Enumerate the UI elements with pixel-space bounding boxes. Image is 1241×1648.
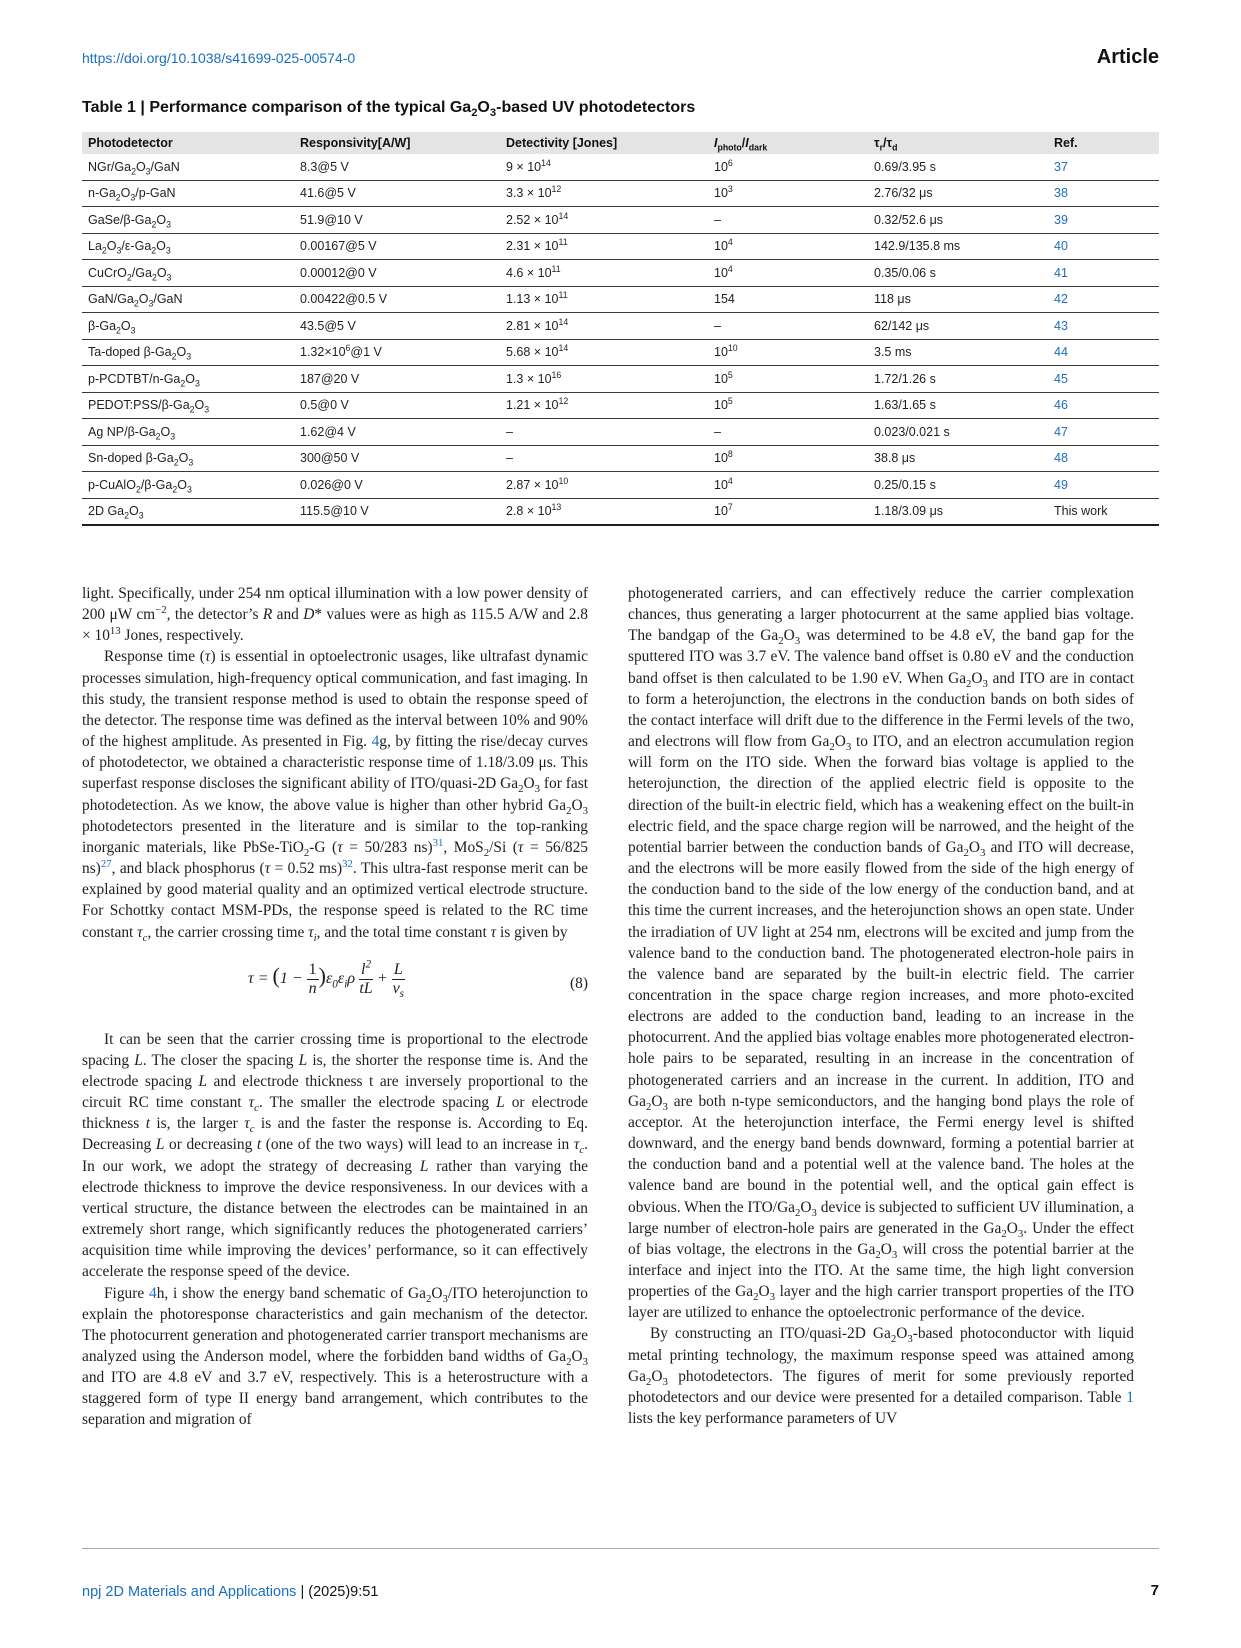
table-cell: $9 \times 10^{14}$: [500, 154, 708, 180]
table-cell: –: [708, 207, 868, 234]
column-header: Ref.: [1048, 132, 1159, 154]
table-cell: $10^4$: [708, 260, 868, 287]
paragraph: By constructing an ITO/quasi-2D $Ga_2O_3$-based photoconductor with liquid metal printing technology, the maximum response speed was attained among $Ga_2O_3$ photodetectors. The figures of merit for some previously reported photodetectors and our device were presented for a detailed comparison. Table 1 lists the key performance parameters of UV: [628, 1325, 1134, 1428]
table-cell: 62/142 μs: [868, 313, 1048, 340]
table-cell: $10^7$: [708, 498, 868, 525]
table-cell: $\beta-Ga_2O_3$: [82, 313, 294, 340]
table-cell: $2.8 \times 10^{13}$: [500, 498, 708, 525]
table-cell: $10^6$: [708, 154, 868, 180]
table-caption: Table 1 | Performance comparison of the typical $Ga_2O_3$-based UV photodetectors: [82, 99, 696, 120]
table-row: [82, 180, 1159, 207]
table-row: [82, 286, 1159, 313]
table-row: [82, 366, 1159, 393]
table-cell: 118 μs: [868, 286, 1048, 313]
table-row: [82, 498, 1159, 525]
table-cell: $1.32\times 10^6@1$ V: [294, 339, 500, 366]
table-row: [82, 207, 1159, 234]
table-cell: $p-PCDTBT/n-Ga_2O_3$: [82, 366, 294, 393]
paragraph: light. Specifically, under 254 nm optical illumination with a low power density of 200 μW $cm^{-2}$, the detector’s R and D* values were as high as 115.5 A/W and $2.8 \times 10^{13}$ Jones, respectively.: [82, 585, 588, 645]
table-cell: 0.026@0 V: [294, 472, 500, 499]
table-cell: $2.81 \times 10^{14}$: [500, 313, 708, 340]
table-cell: 0.00167@5 V: [294, 233, 500, 260]
column-header: Detectivity [Jones]: [500, 132, 708, 154]
table-cell: GaN/$Ga_2O_3$/GaN: [82, 286, 294, 313]
table-cell: GaSe/$\beta-Ga_2O_3$: [82, 207, 294, 234]
table-cell: 0.00422@0.5 V: [294, 286, 500, 313]
journal-name[interactable]: npj 2D Materials and Applications: [82, 1584, 297, 1600]
table-cell: $2.87 \times 10^{10}$: [500, 472, 708, 499]
table-row: [82, 260, 1159, 287]
equation-8: τ = (1 − $\frac{1}{n}$ )$\varepsilon_0\varepsilon_i\rho$ $\frac{l^2}{tL}$ + $\frac{L}{v_s}$ (8): [248, 958, 588, 1000]
table-cell: Sn-doped $\beta-Ga_2O_3$: [82, 445, 294, 472]
table-cell: $PEDOT:PSS/\beta-Ga_2O_3$: [82, 392, 294, 419]
table-cell: 0.35/0.06 s: [868, 260, 1048, 287]
table-cell: $5.68 \times 10^{14}$: [500, 339, 708, 366]
table-cell: 0.023/0.021 s: [868, 419, 1048, 446]
table-cell: 0.32/52.6 μs: [868, 207, 1048, 234]
reference-link[interactable]: 37: [1048, 154, 1159, 180]
table-cell: –: [500, 445, 708, 472]
paragraph: Figure 4h, i show the energy band schematic of $Ga_2O_3$/ITO heterojunction to explain the photoresponse characteristics and gain mechanism of the detector. The photocurrent generation and photogenerated carrier transport mechanisms are analyzed using the Anderson model, where the forbidden band widths of $Ga_2O_3$ and ITO are 4.8 eV and 3.7 eV, respectively. This is a heterostructure with a staggered form of type II energy band arrangement, which contributes to the separation and migration of: [82, 1284, 589, 1429]
doi-link[interactable]: https://doi.org/10.1038/s41699-025-00574-0: [82, 50, 356, 66]
table-cell: 2.76/32 μs: [868, 180, 1048, 207]
page-number: 7: [1150, 1582, 1159, 1599]
table-row: [82, 339, 1159, 366]
paragraph: It can be seen that the carrier crossing time is proportional to the electrode spacing L. The closer the spacing L is, the shorter the response time is. And the electrode spacing L and electrode thickness t are inversely proportional to the circuit RC time constant $\tau_c$. The smaller the electrode spacing L or electrode thickness t is, the larger $\tau_c$ is and the faster the response is. According to Eq. Decreasing L or decreasing t (one of the two ways) will lead to an increase in $\tau_c$. In our work, we adopt the strategy of decreasing L rather than varying the electrode thickness to improve the device responsiveness. In our devices with a vertical structure, the distance between the electrodes can be maintained in an extremely short range, which significantly reduces the photogenerated carriers’ acquisition time while improving the devices’ performance, so it can effectively accelerate the response speed of the device.: [82, 1030, 588, 1281]
table-cell: Ag $NP/\beta-Ga_2O_3$: [82, 419, 294, 446]
left-text-column: [82, 583, 588, 1431]
table-cell: 115.5@10 V: [294, 498, 500, 525]
table-row: [82, 392, 1159, 419]
reference-link[interactable]: 49: [1048, 472, 1159, 499]
table-cell: $p-CuAlO_2/\beta-Ga_2O_3$: [82, 472, 294, 499]
table-cell: $1.13 \times 10^{11}$: [500, 286, 708, 313]
column-header: Responsivity[A/W]: [294, 132, 500, 154]
table-cell: 142.9/135.8 ms: [868, 233, 1048, 260]
table-cell: 41.6@5 V: [294, 180, 500, 207]
reference-link[interactable]: 45: [1048, 366, 1159, 393]
table-body: [82, 154, 1159, 525]
table-row: [82, 419, 1159, 446]
reference-link[interactable]: 43: [1048, 313, 1159, 340]
table-cell: $1.21 \times 10^{12}$: [500, 392, 708, 419]
table-cell: 1.18/3.09 μs: [868, 498, 1048, 525]
table-cell: 0.5@0 V: [294, 392, 500, 419]
table-cell: $CuCrO_2/Ga_2O_3$: [82, 260, 294, 287]
table-cell: 38.8 μs: [868, 445, 1048, 472]
table-cell: $La_2O_3/\varepsilon-Ga_2O_3$: [82, 233, 294, 260]
table-header-row: [82, 132, 1159, 154]
table-cell: 43.5@5 V: [294, 313, 500, 340]
table-cell: 300@50 V: [294, 445, 500, 472]
table-cell: 1.63/1.65 s: [868, 392, 1048, 419]
paragraph: photogenerated carriers, and can effectively reduce the carrier complexation chances, thus generating a larger photocurrent at the same applied bias voltage. The bandgap of the $Ga_2O_3$ was determined to be 4.8 eV, the band gap for the sputtered ITO was 3.7 eV. The valence band offset is 0.80 eV and the conduction band offset is then calculated to be 1.90 eV. When $Ga_2O_3$ and ITO are in contact to form a heterojunction, the electrons in the conduction bands on both sides of the contact interface will drift due to the difference in the Fermi levels of the two, and electrons will flow from $Ga_2O_3$ to ITO, and an electron accumulation region will form on the ITO side. When the forward bias voltage is applied to the heterojunction, the direction of the applied electric field is opposite to the direction of the built-in electric field, which has a weakening effect on the built-in electric field, and the space charge region will be narrowed, and the height of the potential barrier between the conduction bands of $Ga_2O_3$ and ITO will decrease, and the electrons will be more easily flowed from the side of the high energy of the conduction band to the side of the low energy of the conduction band, and at this time the current increases, and the heterojunction shows an open state. Under the irradiation of UV light at 254 nm, electrons will be excited and jump from the valence band to the conduction band. The photogenerated electron-hole pairs in the valence band are separated by the built-in electric field. The carrier concentration in the space charge region increases, and more photo-excited electrons are added to the conduction band, leading to an increase in the photocurrent. And the applied bias voltage enables more photogenerated electron-hole pairs to be separated, resulting in an increase in the concentration of photogenerated carriers and an increase in the current. In addition, ITO and $Ga_2O_3$ are both n-type semiconductors, and the hanging bond plays the role of acceptor. At the heterojunction interface, the Fermi energy level is shifted downward, and the energy band bends downward, forming a potential barrier at the conduction band and a potential well at the valence band. The holes at the valence band are bound in the potential well, and the optical gain effect is obvious. When the ITO/$Ga_2O_3$ device is subjected to sufficient UV illumination, a large number of electron-hole pairs are generated in the $Ga_2O_3$. Under the effect of bias voltage, the electrons in the $Ga_2O_3$ will cross the potential barrier at the interface and inject into the ITO. At the same time, the high light conversion properties of the $Ga_2O_3$ layer and the high carrier transport properties of the ITO layer are utilized to enhance the optoelectronic performance of the device.: [628, 585, 1135, 1322]
table-cell: –: [708, 313, 868, 340]
table-cell: –: [500, 419, 708, 446]
column-header: $\tau_r/\tau_d$: [868, 132, 1048, 154]
reference-link[interactable]: 47: [1048, 419, 1159, 446]
table-row: [82, 313, 1159, 340]
table-cell: 51.9@10 V: [294, 207, 500, 234]
table-cell: 3.5 ms: [868, 339, 1048, 366]
paragraph: Response time (τ) is essential in optoelectronic usages, like ultrafast dynamic processes simulation, high-frequency optical communication, and fast imaging. In this study, the transient response method is used to obtain the response speed of the detector. The response time was defined as the interval between 10% and 90% of the highest amplitude. As presented in Fig. 4g, by fitting the rise/decay curves of photodetector, we obtained a characteristic response time of 1.18/3.09 μs. This superfast response discloses the significant ability of ITO/quasi-2D $Ga_2O_3$ for fast photodetection. As we know, the above value is higher than other hybrid $Ga_2O_3$ photodetectors presented in the literature and is similar to the top-ranking inorganic materials, like PbSe-TiO$_2$-G (τ = 50/283 ns)$^{31}$, MoS$_2$/Si (τ = 56/825 ns)$^{27}$, and black phosphorus (τ = 0.52 ms)$^{32}$. This ultra-fast response merit can be explained by good material quality and an optimized vertical electrode structure. For Schottky contact MSM-PDs, the response speed is related to the RC time constant $\tau_c$, the carrier crossing time $\tau_i$, and the total time constant τ is given by: [82, 648, 589, 944]
footer-separator: |: [300, 1584, 305, 1600]
reference-link[interactable]: 48: [1048, 445, 1159, 472]
footer-volume: (2025)9:51: [308, 1584, 379, 1600]
table-cell: 0.69/3.95 s: [868, 154, 1048, 180]
reference-link[interactable]: 41: [1048, 260, 1159, 287]
table-cell: $10^4$: [708, 233, 868, 260]
table-cell: $10^5$: [708, 366, 868, 393]
table-cell: 8.3@5 V: [294, 154, 500, 180]
reference-link: This work: [1048, 498, 1159, 525]
reference-link[interactable]: 39: [1048, 207, 1159, 234]
table-cell: NGr/$Ga_2O_3$/GaN: [82, 154, 294, 180]
table-cell: $3.3 \times 10^{12}$: [500, 180, 708, 207]
column-header: Photodetector: [82, 132, 294, 154]
table-cell: $10^8$: [708, 445, 868, 472]
reference-link[interactable]: 46: [1048, 392, 1159, 419]
table-cell: 187@20 V: [294, 366, 500, 393]
table-cell: $10^4$: [708, 472, 868, 499]
table-row: [82, 233, 1159, 260]
table-cell: $4.6 \times 10^{11}$: [500, 260, 708, 287]
performance-table: [82, 132, 1159, 526]
table-cell: $10^{10}$: [708, 339, 868, 366]
table-cell: Ta-doped $\beta-Ga_2O_3$: [82, 339, 294, 366]
table-row: [82, 472, 1159, 499]
equation-number: (8): [570, 974, 588, 992]
table-cell: $n-Ga_2O_3/p$-GaN: [82, 180, 294, 207]
reference-link[interactable]: 38: [1048, 180, 1159, 207]
table-cell: 1.72/1.26 s: [868, 366, 1048, 393]
table-cell: $10^3$: [708, 180, 868, 207]
table-cell: 0.25/0.15 s: [868, 472, 1048, 499]
table-row: [82, 445, 1159, 472]
footer-divider: [82, 1548, 1159, 1549]
table-cell: $2.52 \times 10^{14}$: [500, 207, 708, 234]
footer-citation: [82, 1584, 378, 1600]
table-cell: $10^5$: [708, 392, 868, 419]
table-cell: $1.3 \times 10^{16}$: [500, 366, 708, 393]
reference-link[interactable]: 44: [1048, 339, 1159, 366]
table-cell: –: [708, 419, 868, 446]
table-cell: 2D $Ga_2O_3$: [82, 498, 294, 525]
article-type-label: Article: [1096, 46, 1159, 68]
table-cell: 0.00012@0 V: [294, 260, 500, 287]
right-text-column: [628, 583, 1134, 1429]
reference-link[interactable]: 42: [1048, 286, 1159, 313]
table-cell: 1.62@4 V: [294, 419, 500, 446]
column-header: $I_{photo}/I_{dark}$: [708, 132, 868, 154]
reference-link[interactable]: 40: [1048, 233, 1159, 260]
table-cell: $2.31 \times 10^{11}$: [500, 233, 708, 260]
table-row: [82, 154, 1159, 180]
table-cell: 154: [708, 286, 868, 313]
